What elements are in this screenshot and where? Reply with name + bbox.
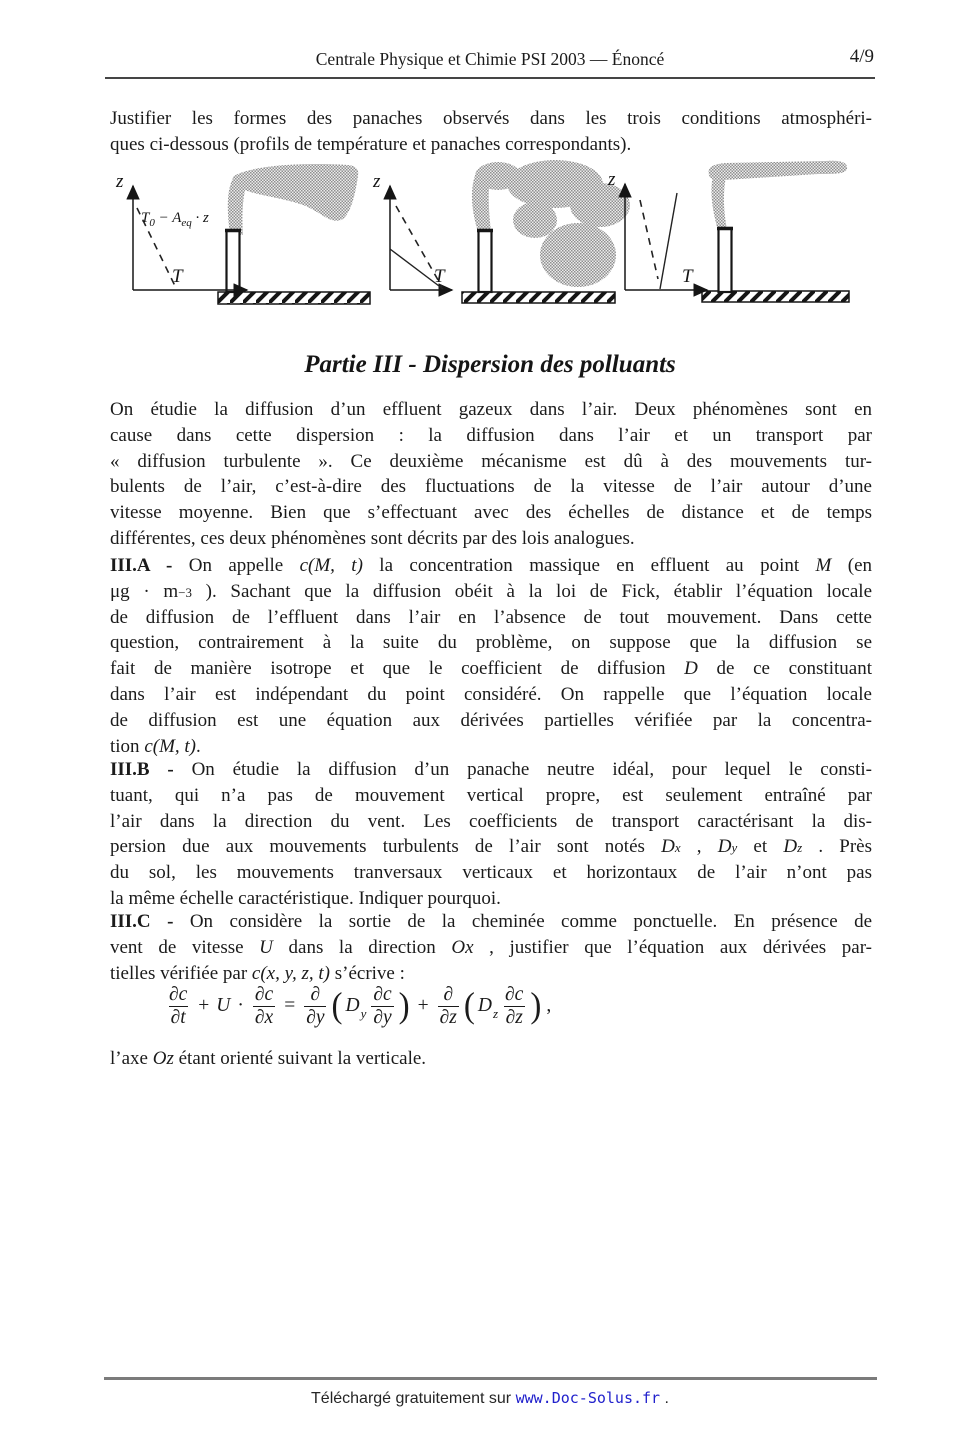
text-line: tuant, qui n’a pas de mouvement vertical propre, est seulement entraîné par [110, 784, 872, 806]
text-line: III.B - On étudie la diffusion d’un panache neutre idéal, pour lequel le consti- [110, 759, 872, 780]
text-line: On étudie la diffusion d’un effluent gazeux dans l’air. Deux phénomènes sont en [110, 399, 872, 420]
eq-lparen: ( [331, 986, 343, 1026]
z-label-1: z [116, 171, 124, 192]
closing-line [110, 1046, 872, 1072]
profile-equation-label: $T_0 - A_{eq} \cdot z$ [141, 210, 209, 229]
text-line: l’axe Oz étant orienté suivant la verticale. [110, 1048, 427, 1069]
eq-frac-d-dy: $\frac{\partial}{\partial y}$ [306, 984, 325, 1028]
t-label-2: T [434, 266, 445, 287]
t-label-1: T [172, 266, 183, 287]
eq-var-U: U [216, 995, 231, 1017]
header-rule [105, 77, 875, 79]
text-line: tion c(M, t). [110, 735, 201, 757]
eq-lparen2: ( [463, 986, 475, 1026]
z-label-2: z [373, 171, 381, 192]
text-line: Justifier les formes des panaches observés dans les trois conditions atmosphéri- [110, 108, 872, 129]
eq-frac-dc-dz: $\frac{\partial c}{\partial z}$ [505, 984, 524, 1028]
eq-sub-y: y [360, 1006, 367, 1022]
plume-diagrams-figure [100, 160, 880, 310]
text-line: la même échelle caractéristique. Indiquer pourquoi. [110, 887, 501, 909]
chimney-3 [719, 228, 732, 292]
footer-text: Téléchargé gratuitement sur [311, 1390, 516, 1407]
footer [0, 1389, 980, 1408]
text-line: différentes, ces deux phénomènes sont décrits par des lois analogues. [110, 527, 635, 549]
text-line: ques ci-dessous (profils de température et panaches correspondants). [110, 133, 632, 155]
z-label-3: z [608, 169, 616, 190]
ground-2 [462, 292, 615, 303]
eq-frac-d-dz: $\frac{\partial}{\partial z}$ [439, 984, 457, 1028]
text-line: fait de manière isotrope et que le coefficient de diffusion D de ce constituant [110, 658, 872, 680]
header-title: Centrale Physique et Chimie PSI 2003 — Énoncé [315, 49, 665, 69]
text-line: de diffusion est une équation aux dérivées partielles vérifiée par la concentra- [110, 709, 872, 731]
text-line: III.C - On considère la sortie de la cheminée comme ponctuelle. En présence de [110, 911, 873, 932]
text-line: l’air dans la direction du vent. Les coefficients de transport caractérisant la dis- [110, 810, 872, 832]
diagram-condition-3 [607, 161, 849, 302]
text-line: « diffusion turbulente ». Ce deuxième mécanisme est dû à des mouvements tur- [110, 450, 872, 472]
eq-cdot: · [237, 995, 244, 1017]
eq-frac-dc-dy: $\frac{\partial c}{\partial y}$ [373, 984, 392, 1028]
paragraph-IIIB [110, 757, 872, 912]
eq-var-Dz: D [477, 995, 492, 1017]
text-line: de diffusion de l’effluent dans l’air en l’absence de tout mouvement. Dans cette [110, 606, 872, 628]
temp-profile-solid-3 [660, 193, 677, 289]
eq-plus: + [198, 995, 210, 1017]
text-line: question, contrairement à la suite du problème, on suppose que la diffusion se [110, 632, 872, 654]
diagram-condition-1 [115, 164, 370, 304]
plume-coning [228, 164, 358, 235]
plume-fanning-band [709, 161, 847, 180]
page-number: 4/9 [849, 46, 874, 67]
section-title: Partie III - Dispersion des polluants [304, 351, 676, 378]
text-line: tielles vérifiée par c(x, y, z, t) s’écrive : [110, 962, 405, 984]
diffusion-equation [164, 984, 551, 1029]
text-line: $\mu g \cdot m^{-3}$ ). Sachant que la diffusion obéit à la loi de Fick, établir l’équation locale [110, 580, 872, 602]
eq-plus2: + [417, 995, 429, 1017]
eq-frac-dc-dx: $\frac{\partial c}{\partial x}$ [254, 984, 274, 1028]
footer-link[interactable]: www.Doc-Solus.fr [515, 1389, 661, 1407]
ground-1 [218, 292, 370, 304]
paragraph-IIIC [110, 909, 872, 986]
paragraph-IIIA [110, 553, 872, 759]
plume-looping-cloud [475, 160, 630, 287]
text-line: du sol, les mouvements tranversaux verticaux et horizontaux de l’air n’ont pas [110, 862, 872, 884]
temp-profile-dashed-3 [640, 200, 658, 279]
text-line: vitesse moyenne. Bien que s’effectuant avec des échelles de distance et de temps [110, 502, 872, 524]
text-line: vent de vitesse U dans la direction Ox , justifier que l’équation aux dérivées par- [110, 936, 873, 958]
text-line: III.A - On appelle c(M, t) la concentration massique en effluent au point M (en [110, 555, 873, 576]
t-label-3: T [682, 266, 693, 287]
text-line: bulents de l’air, c’est-à-dire des fluctuations de la vitesse de l’air autour d’une [110, 476, 872, 498]
intro-paragraph [110, 106, 872, 158]
diagram-condition-2 [372, 160, 630, 303]
chimney-2 [479, 230, 492, 292]
eq-var-Dy: D [345, 995, 360, 1017]
eq-equals: = [284, 995, 296, 1017]
footer-period: . [660, 1390, 669, 1407]
eq-sub-z: z [492, 1006, 499, 1022]
text-line: dans l’air est indépendant du point considéré. On rappelle que l’équation locale [110, 683, 872, 705]
eq-rparen2: ) [530, 986, 542, 1026]
eq-rparen: ) [398, 986, 410, 1026]
text-line: persion due aux mouvements turbulents de l’air sont notés Dx , Dy et Dz . Près [110, 836, 872, 858]
eq-frac-dc-dt: $\frac{\partial c}{\partial t}$ [169, 984, 188, 1028]
chimney-1 [227, 230, 240, 292]
text-line: cause dans cette dispersion : la diffusion dans l’air et un transport par [110, 424, 872, 446]
eq-comma: , [546, 995, 552, 1017]
paragraph-dispersion-intro [110, 397, 872, 552]
footer-rule [104, 1377, 877, 1380]
